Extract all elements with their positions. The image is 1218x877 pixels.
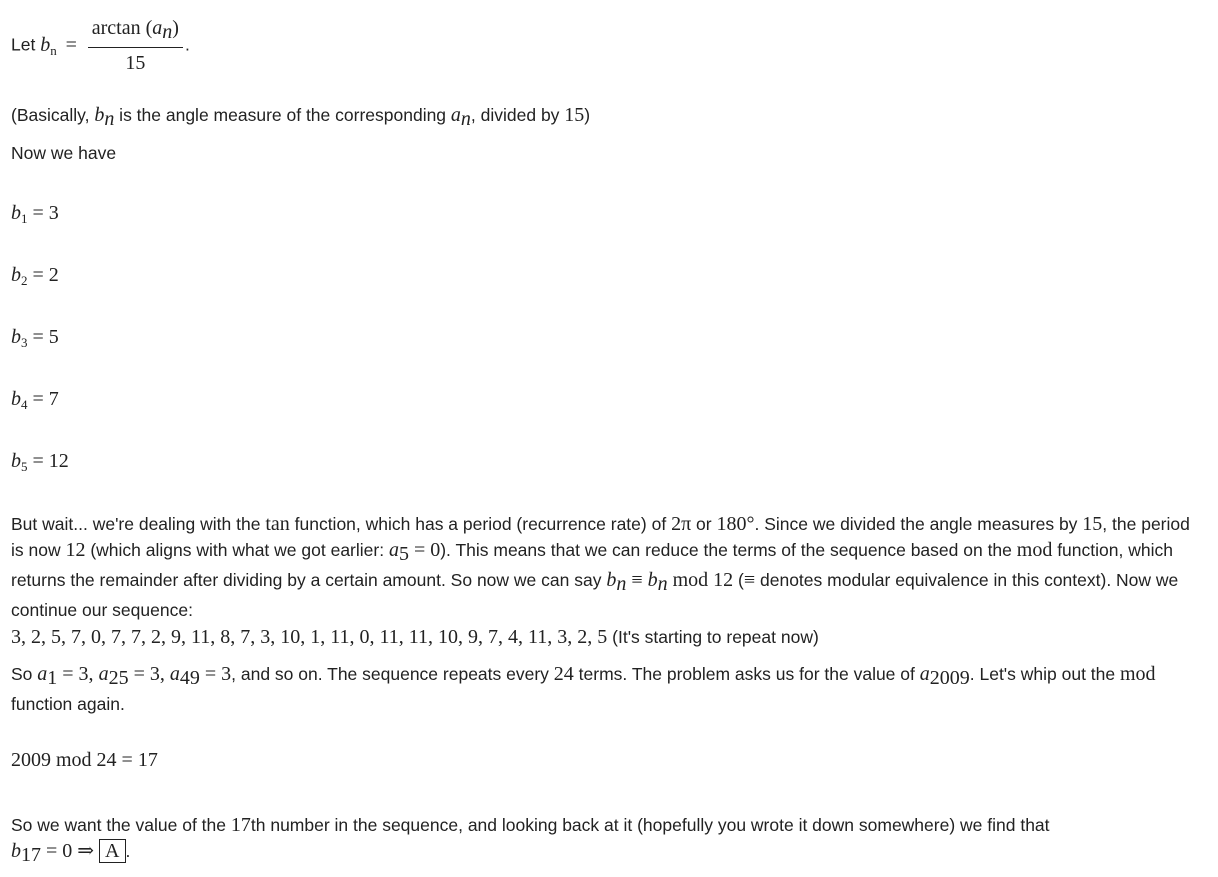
sequence-values: 3, 2, 5, 7, 0, 7, 7, 2, 9, 11, 8, 7, 3, 10, 1, 11, 0, 11, 11, 10, 9, 7, 4, 11, 3, 2, 5 bbox=[11, 626, 608, 648]
b-symbol: $b_n$ bbox=[40, 33, 57, 58]
equals-sign: = bbox=[65, 33, 77, 56]
definition-period: . bbox=[184, 34, 190, 55]
arctan-fraction bbox=[88, 17, 183, 75]
repeat-paragraph: So $a_1 = 3$, $a_{25} = 3$, $a_{49} = 3$, and so on. The sequence repeats every 24 terms. The problem asks us for the value of $a_{2009}$. Let's whip out the mod function again. bbox=[11, 663, 1156, 714]
sequence-line bbox=[11, 626, 819, 649]
answer-box: A bbox=[99, 839, 125, 863]
b-value-5: $b_5 = 12$ bbox=[11, 450, 69, 474]
let-text: Let bbox=[11, 34, 36, 55]
period-explanation-paragraph: But wait... we're dealing with the tan function, which has a period (recurrence rate) of 2π or 180°. Since we divided the angle measures by 15, the period is now 12 (which aligns with what we got earlier: $a_5 = 0$). This means that we can reduce the terms of the sequence based on the mod function, which returns the remainder after dividing by a certain amount. So now we can say $b_n \equiv b_n$ mod 12 (≡ denotes modular equivalence in this context). Now we continue our sequence: bbox=[11, 513, 1190, 620]
fraction-denominator: 15 bbox=[125, 52, 146, 74]
definition-line bbox=[11, 17, 190, 75]
b-value-1: $b_1 = 3$ bbox=[11, 202, 59, 226]
mod-equation: 2009 mod 24 = 17 bbox=[11, 749, 158, 771]
now-we-have-text: Now we have bbox=[11, 143, 117, 163]
b-value-4: $b_4 = 7$ bbox=[11, 388, 59, 412]
b-value-2: $b_2 = 2$ bbox=[11, 264, 59, 288]
basically-note: (Basically, $b_n$ is the angle measure of the corresponding $a_n$, divided by 15) bbox=[11, 104, 591, 130]
fraction-numerator: $\arctan (a_n)$ bbox=[88, 17, 183, 48]
conclusion-paragraph: So we want the value of the 17th number in the sequence, and looking back at it (hopefully you wrote it down somewhere) we find that $b_{17} = 0$ ⇒ A . bbox=[11, 814, 1050, 866]
sequence-note: (It's starting to repeat now) bbox=[607, 627, 819, 647]
b-value-3: $b_3 = 5$ bbox=[11, 326, 59, 350]
